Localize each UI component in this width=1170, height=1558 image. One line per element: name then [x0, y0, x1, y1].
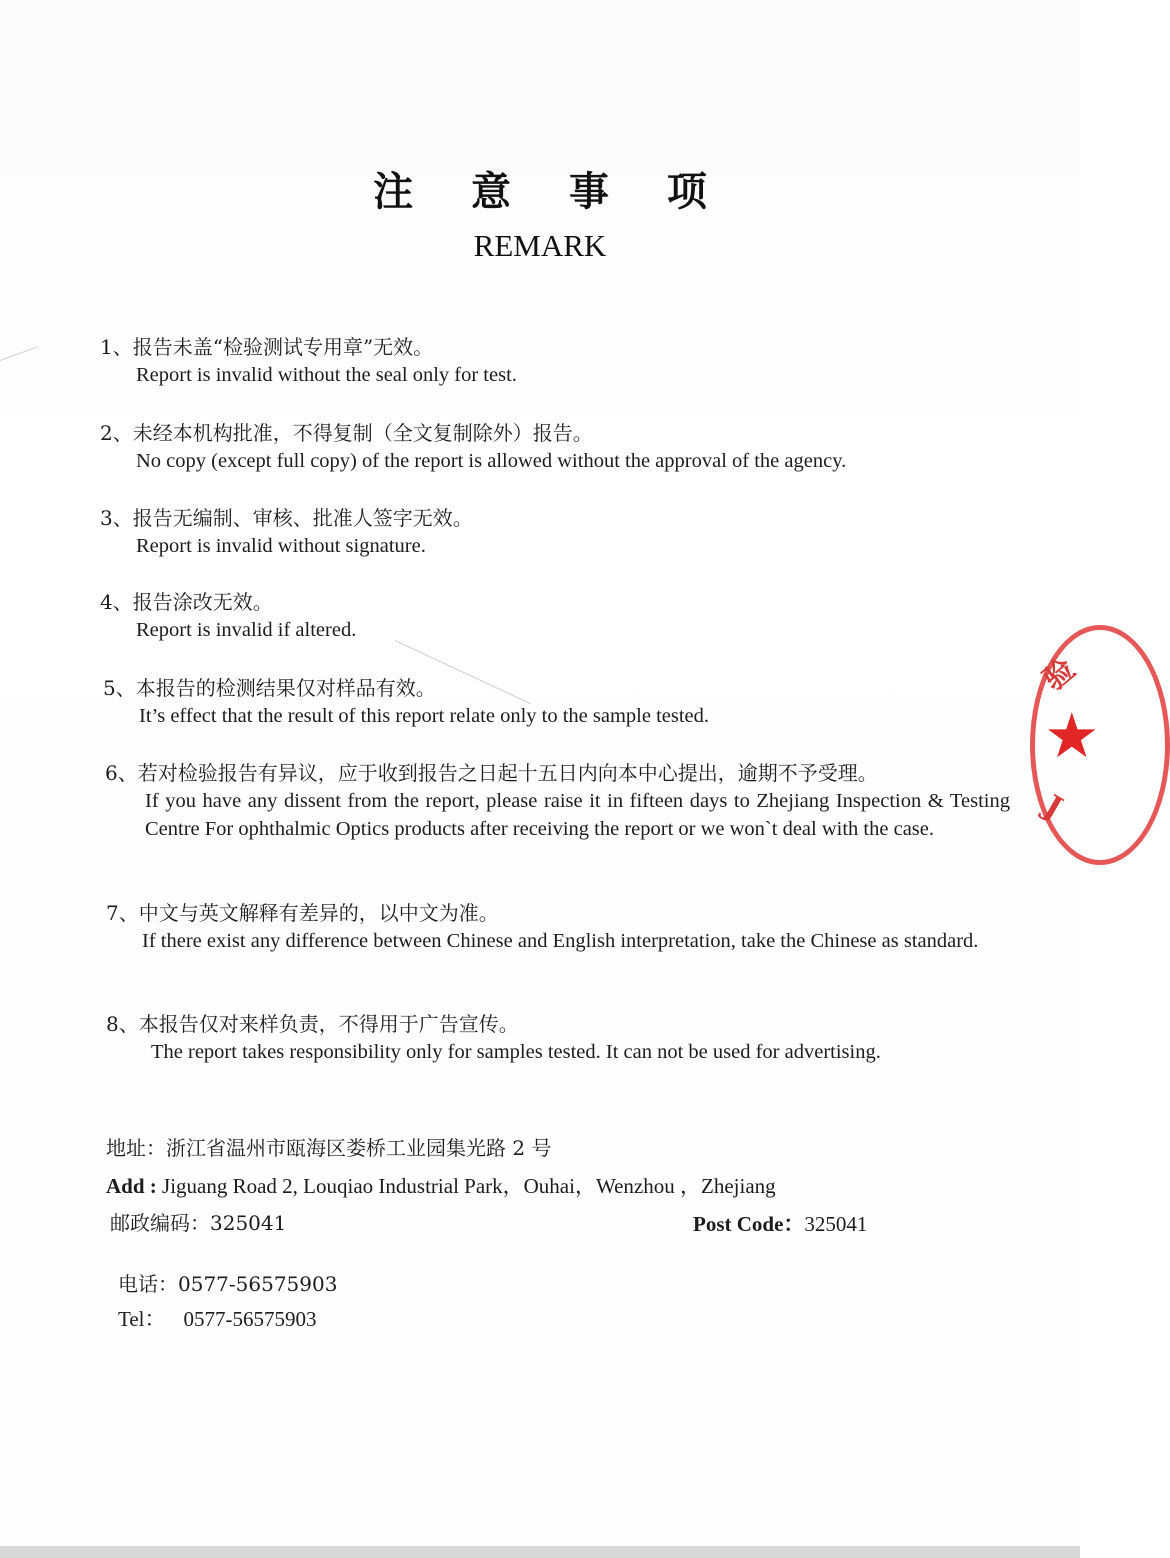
- remark-item-6: [105, 759, 1010, 843]
- remark-item-en: Report is invalid if altered.: [136, 619, 357, 641]
- tel-label: Tel：: [118, 1307, 166, 1331]
- remark-item-en: Report is invalid without signature.: [136, 535, 426, 557]
- seal-star-icon: ★: [1044, 699, 1100, 772]
- remark-item-cn: 5、本报告的检测结果仅对样品有效。: [103, 676, 436, 700]
- remark-item-2: [100, 419, 846, 475]
- remark-item-1: [100, 333, 517, 389]
- remark-item-cn: 4、报告涂改无效。: [100, 590, 273, 614]
- remark-item-cn: 2、未经本机构批准，不得复制（全文复制除外）报告。: [100, 421, 593, 445]
- remark-item-en: It’s effect that the result of this report relate only to the sample tested.: [139, 705, 710, 727]
- address-chinese: 地址：浙江省温州市瓯海区娄桥工业园集光路 2 号: [106, 1136, 552, 1160]
- postcode-value: 325041: [804, 1212, 868, 1236]
- postcode-english: [693, 1208, 867, 1238]
- title-chinese: 注 意 事 项: [373, 168, 729, 215]
- title-english: REMARK: [473, 228, 607, 263]
- remark-item-3: [100, 504, 473, 560]
- remark-item-cn: 6、若对检验报告有异议，应于收到报告之日起十五日内向本中心提出，逾期不予受理。: [105, 761, 878, 785]
- paper-crease: [0, 346, 38, 361]
- remark-item-cn: 8、本报告仅对来样负责，不得用于广告宣传。: [106, 1012, 519, 1036]
- address-value: Jiguang Road 2, Louqiao Industrial Park，Ouhai，Wenzhou ，Zhejiang: [156, 1174, 776, 1198]
- remark-item-5: [103, 674, 709, 730]
- seal-text-bottom: J: [1038, 788, 1069, 827]
- page-bottom-edge: [0, 1546, 1080, 1558]
- remark-item-8: [106, 1010, 881, 1066]
- remark-item-cn: 7、中文与英文解释有差异的，以中文为准。: [106, 901, 499, 925]
- tel-value: 0577-56575903: [183, 1307, 317, 1331]
- address-label: Add :: [106, 1174, 157, 1198]
- remark-item-en: Report is invalid without the seal only for test.: [136, 364, 517, 386]
- tel-english: [118, 1303, 317, 1333]
- seal-text-top: 验: [1036, 651, 1082, 698]
- remark-item-en: If you have any dissent from the report, please raise it in fifteen days to Zhejiang Inspection & Testing Centre For ophthalmic Optics products after receiving the report or we won`t deal with the case.: [145, 790, 1010, 840]
- remark-item-en: The report takes responsibility only for samples tested. It can not be used for advertising.: [151, 1041, 881, 1063]
- remark-item-cn: 1、报告未盖“检验测试专用章”无效。: [100, 335, 434, 359]
- remark-item-4: [100, 588, 356, 644]
- postcode-chinese: 邮政编码：325041: [110, 1211, 287, 1235]
- remark-item-en: No copy (except full copy) of the report is allowed without the approval of the agency.: [136, 450, 847, 472]
- remark-item-7: [106, 899, 1011, 955]
- remark-item-cn: 3、报告无编制、审核、批准人签字无效。: [100, 506, 473, 530]
- tel-chinese: 电话：0577-56575903: [118, 1272, 338, 1296]
- postcode-label: Post Code：: [693, 1212, 805, 1236]
- address-english: [106, 1170, 776, 1200]
- remark-item-en: If there exist any difference between Chinese and English interpretation, take the Chinese as standard.: [142, 930, 979, 952]
